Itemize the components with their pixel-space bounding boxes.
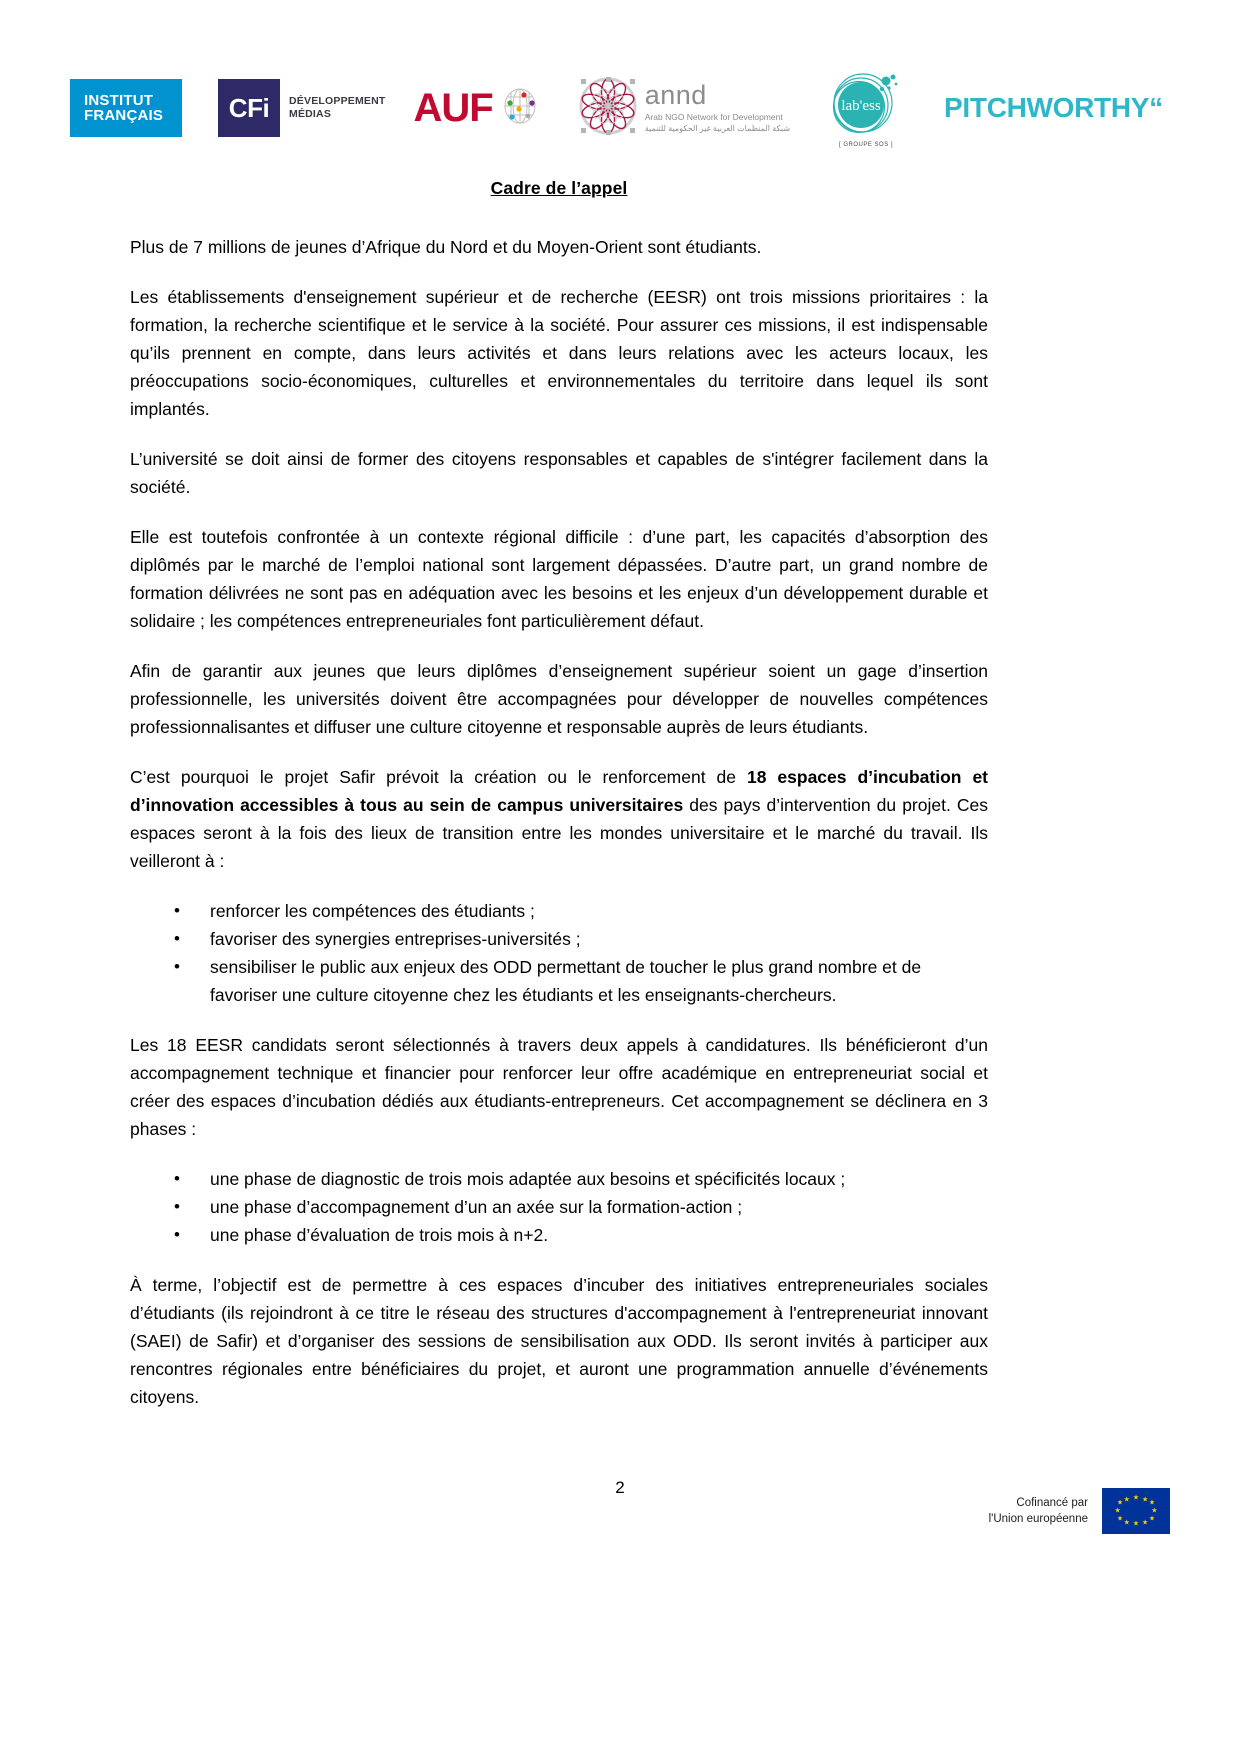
paragraph-insertion-professionnelle: Afin de garantir aux jeunes que leurs diplômes d’enseignement supérieur soient un gage d’insertion professionnelle, les universités doivent être accompagnées pour développer de nouvelles compétences professionnalisantes et diffuser une culture citoyenne et responsable auprès de leurs étudiants.: [130, 661, 988, 737]
cfi-tagline-line2: MÉDIAS: [289, 108, 332, 120]
annd-subtitle-arabic: شبكة المنظمات العربية غير الحكومية للتنمية: [644, 124, 791, 133]
cfi-mark-text: CFi: [228, 92, 270, 123]
cfi-tagline-line1: DÉVELOPPEMENT: [289, 95, 386, 107]
paragraph-universite-role: L’université se doit ainsi de former des citoyens responsables et capables de s'intégrer facilement dans la société.: [130, 449, 988, 497]
eu-funding-line1: Cofinancé par: [1016, 1497, 1088, 1509]
eu-funding-notice: [989, 1488, 1170, 1534]
page-number: 2: [615, 1478, 625, 1497]
annd-wordmark: [645, 82, 790, 134]
objectives-list: [130, 897, 988, 1009]
auf-mark-text: AUF: [413, 86, 493, 130]
list-item: • favoriser des synergies entreprises-universités ;: [174, 925, 988, 953]
labess-logo: [830, 69, 902, 148]
cfi-logo: [218, 79, 386, 137]
list-item: • une phase d’accompagnement d’un an axée sur la formation-action ;: [174, 1193, 988, 1221]
safir-text-part1: C’est pourquoi le projet Safir prévoit la création ou le renforcement de: [130, 767, 747, 787]
page-title: Cadre de l’appel: [490, 178, 628, 198]
paragraph-contexte-regional: Elle est toutefois confrontée à un contexte régional difficile : d’une part, les capacités d’absorption des diplômés par le marché de l’emploi national sont largement dépassées. D’autre part, un grand nombre de formation délivrées ne sont pas en adéquation avec les besoins et les enjeux d’un développement durable et solidaire ; les compétences entrepreneuriales font particulièrement défaut.: [130, 527, 988, 631]
svg-text:lab'ess: lab'ess: [841, 97, 881, 114]
phases-list: [130, 1165, 988, 1249]
list-item: • une phase d’évaluation de trois mois à n+2.: [174, 1221, 988, 1249]
eu-funding-text: [989, 1495, 1088, 1527]
institut-francais-line1: INSTITUT: [84, 92, 154, 109]
institut-francais-logo: [70, 79, 182, 137]
eu-funding-line2: l'Union européenne: [988, 1513, 1088, 1525]
institut-francais-line2: FRANÇAIS: [84, 107, 164, 124]
auf-logo: [414, 83, 543, 134]
partner-logo-strip: [70, 68, 1170, 148]
labess-subtitle: [ GROUPE SOS ]: [839, 141, 894, 148]
labess-circle-icon: [830, 69, 902, 140]
cfi-mark: [218, 79, 280, 137]
paragraph-eesr-missions: Les établissements d'enseignement supérieur et de recherche (EESR) ont trois missions prioritaires : la formation, la recherche scientifique et le service à la société. Pour assurer ces missions, il est indispensable qu’ils prennent en compte, dans leurs activités et dans leurs relations avec les acteurs locaux, les préoccupations socio-économiques, culturelles et environnementales du territoire dans lequel ils sont implantés.: [130, 287, 988, 419]
cfi-tagline: [289, 95, 386, 121]
annd-subtitle: Arab NGO Network for Development: [644, 112, 783, 122]
annd-mark-text: annd: [644, 80, 707, 110]
pitchworthy-logo: PITCHWORTHY“: [944, 92, 1163, 123]
safir-text-part2: des pays d’intervention du projet. Ces espaces seront à la fois des lieux de transition entre les mondes universitaire et le marché du travail. Ils veilleront à :: [130, 795, 989, 871]
document-body: [130, 178, 988, 1411]
annd-logo: [577, 75, 790, 142]
safir-highlight-bold: 18 espaces d’incubation et d’innovation accessibles à tous au sein de campus universitaires: [130, 767, 989, 815]
annd-rosette-icon: [577, 75, 639, 142]
list-item: • renforcer les compétences des étudiants ;: [174, 897, 988, 925]
list-item: • sensibiliser le public aux enjeux des ODD permettant de toucher le plus grand nombre et de favoriser une culture citoyenne chez les étudiants et les enseignants-chercheurs.: [174, 953, 988, 1009]
paragraph-objectif-final: À terme, l’objectif est de permettre à ces espaces d’incuber des initiatives entrepreneuriales sociales d’étudiants (ils rejoindront à ce titre le réseau des structures d'accompagnement à l'entrepreneuriat innovant (SAEI) de Safir) et d’organiser des sessions de sensibilisation aux ODD. Ils seront invités à participer aux rencontres régionales entre bénéficiaires du projet, et auront une programmation annuelle d’événements citoyens.: [130, 1275, 988, 1407]
paragraph-intro: Plus de 7 millions de jeunes d’Afrique du Nord et du Moyen-Orient sont étudiants.: [130, 237, 762, 257]
auf-globe-icon: [497, 83, 543, 134]
list-item: • une phase de diagnostic de trois mois adaptée aux besoins et spécificités locaux ;: [174, 1165, 988, 1193]
paragraph-selection-process: Les 18 EESR candidats seront sélectionnés à travers deux appels à candidatures. Ils bénéficieront d’un accompagnement technique et financier pour renforcer leur offre académique en entrepreneuriat social et créer des espaces d’incubation dédiés aux étudiants-entrepreneurs. Cet accompagnement se déclinera en 3 phases :: [130, 1035, 988, 1139]
eu-flag-icon: ★ ★ ★ ★ ★ ★ ★ ★ ★ ★ ★ ★: [1102, 1488, 1170, 1534]
paragraph-safir-espaces: [130, 763, 988, 875]
